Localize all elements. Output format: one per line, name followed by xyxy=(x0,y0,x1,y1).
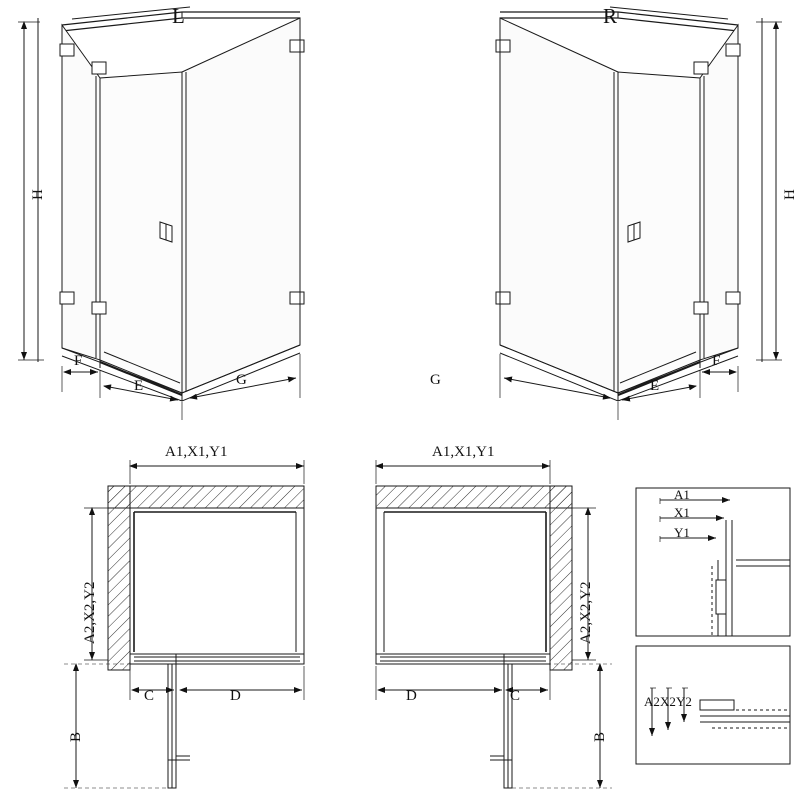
detail-label-x2: X2 xyxy=(660,694,676,709)
detail-label-y1: Y1 xyxy=(674,525,690,540)
plan-left-top-dim: A1,X1,Y1 xyxy=(165,444,228,460)
detail-label-y2: Y2 xyxy=(676,694,692,709)
iso-left-label-e: E xyxy=(134,378,144,394)
iso-right-height-label: H xyxy=(782,189,798,200)
iso-left-height-label: H xyxy=(30,189,46,200)
variant-label-left: L xyxy=(172,4,185,28)
variant-label-right: R xyxy=(603,4,618,28)
plan-left-label-c: C xyxy=(144,688,155,704)
plan-right-label-b: B xyxy=(592,731,608,742)
iso-left-label-g: G xyxy=(236,372,247,388)
detail-label-a1: A1 xyxy=(674,487,690,502)
plan-right-top-dim: A1,X1,Y1 xyxy=(432,444,495,460)
plan-left-label-d: D xyxy=(230,688,241,704)
plan-view-left xyxy=(64,460,304,788)
iso-right-label-f: F xyxy=(712,353,721,369)
detail-label-x1: X1 xyxy=(674,505,690,520)
plan-left-side-dim: A2,X2,Y2 xyxy=(82,581,98,644)
plan-right-label-c: C xyxy=(510,688,521,704)
iso-right-label-g: G xyxy=(430,372,441,388)
plan-right-label-d: D xyxy=(406,688,417,704)
iso-left-label-f: F xyxy=(74,353,83,369)
plan-right-side-dim: A2,X2,Y2 xyxy=(578,581,594,644)
iso-right-label-e: E xyxy=(650,378,660,394)
detail-label-a2: A2 xyxy=(644,694,660,709)
iso-view-right xyxy=(496,7,782,420)
plan-left-label-b: B xyxy=(68,731,84,742)
iso-view-left xyxy=(18,7,304,420)
detail-top-right xyxy=(636,488,790,636)
plan-view-right xyxy=(376,460,612,788)
